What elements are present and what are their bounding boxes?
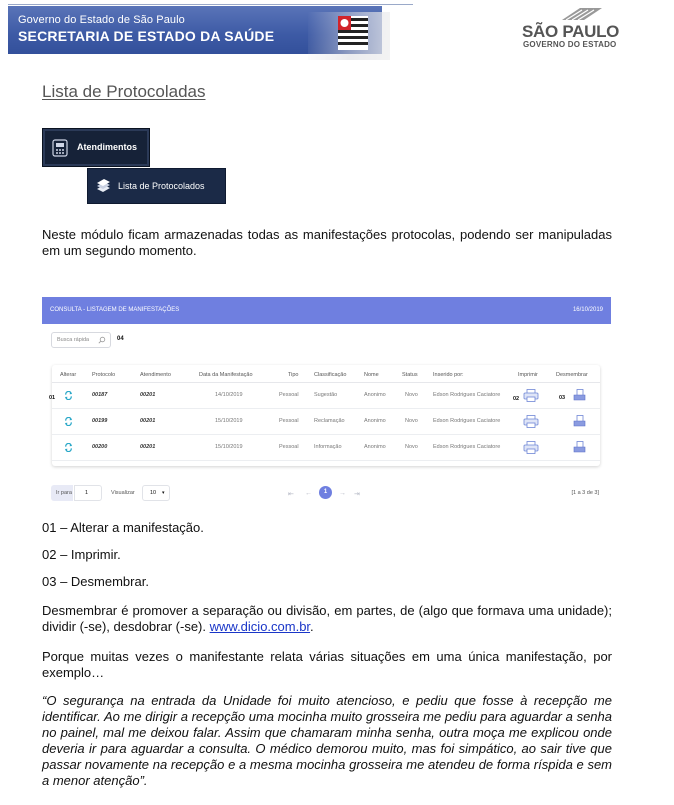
protocolo-cell: 00199	[92, 418, 108, 424]
printer-icon[interactable]	[523, 415, 539, 428]
sync-icon[interactable]	[64, 443, 73, 452]
nome-cell: Anonimo	[364, 392, 386, 398]
atendimento-cell: 00201	[140, 418, 156, 424]
table-header	[52, 365, 600, 383]
split-icon[interactable]	[573, 415, 586, 427]
inserido-cell: Edson Rodrigues Caciatore	[433, 444, 501, 450]
ir-para-label: Ir para	[56, 490, 72, 496]
phone-icon	[51, 139, 69, 157]
nome-cell: Anonimo	[364, 444, 386, 450]
tipo-cell: Pessoal	[279, 418, 299, 424]
col-status: Status	[402, 372, 418, 378]
sync-icon[interactable]	[64, 391, 73, 400]
lista-protocolados-button[interactable]	[87, 168, 226, 204]
sao-paulo-flag-icon	[338, 16, 368, 50]
manifestacoes-table	[52, 365, 600, 466]
listagem-screenshot	[42, 297, 611, 507]
inserido-cell: Edson Rodrigues Caciatore	[433, 392, 501, 398]
classificacao-cell: Sugestão	[314, 392, 338, 398]
protocolo-cell: 00187	[92, 392, 108, 398]
classificacao-cell: Reclamação	[314, 418, 345, 424]
ref-label-01: 01	[49, 395, 56, 401]
search-icon	[98, 336, 106, 344]
first-page-icon[interactable]: ⇤	[288, 491, 294, 498]
atendimentos-button[interactable]	[42, 128, 150, 167]
search-input[interactable]	[51, 332, 111, 348]
tipo-cell: Pessoal	[279, 392, 299, 398]
next-page-icon[interactable]: →	[339, 490, 346, 497]
table-row	[52, 409, 600, 435]
logo-text: SÃO PAULO	[522, 22, 620, 41]
ir-para-label-box	[51, 485, 73, 501]
search-placeholder: Busca rápida	[57, 337, 90, 343]
page-title: Lista de Protocoladas	[42, 82, 206, 101]
ref-label-02: 02	[513, 396, 520, 402]
current-page-button[interactable]	[319, 486, 332, 499]
page-jump-value: 1	[85, 490, 89, 496]
desmembrar-text: Desmembrar é promover a separação ou divisão, em partes, de (algo que formava uma unidade); dividir (-se), desdobrar (-se).	[42, 603, 612, 634]
visualizar-label: Visualizar	[111, 490, 135, 496]
sao-paulo-logo	[522, 10, 632, 50]
atendimentos-label: Atendimentos	[77, 142, 138, 152]
status-cell: Novo	[405, 392, 418, 398]
current-page-label: 1	[323, 489, 328, 495]
col-inserido: Inserido por:	[433, 372, 464, 378]
col-protocolo: Protocolo	[92, 372, 116, 378]
atendimento-cell: 00201	[140, 444, 156, 450]
status-cell: Novo	[405, 444, 418, 450]
atendimento-cell: 00201	[140, 392, 156, 398]
listagem-date: 16/10/2019	[572, 307, 603, 313]
logo-subtext: GOVERNO DO ESTADO	[523, 40, 617, 49]
nome-cell: Anonimo	[364, 418, 386, 424]
col-desmembrar: Desmembrar	[556, 372, 588, 378]
flag-stripes-icon	[562, 8, 602, 22]
listagem-header	[42, 297, 611, 324]
status-cell: Novo	[405, 418, 418, 424]
listagem-title: CONSULTA - LISTAGEM DE MANIFESTAÇÕES	[50, 307, 180, 313]
page-jump-input[interactable]	[74, 485, 102, 501]
split-icon[interactable]	[573, 441, 586, 453]
col-tipo: Tipo	[288, 372, 299, 378]
split-icon[interactable]	[573, 389, 586, 401]
desmembrar-paragraph: Desmembrar é promover a separação ou divisão, em partes, de (algo que formava uma unidade); dividir (-se), desdobrar (-se). www.dicio.com.br.	[42, 603, 612, 634]
sync-icon[interactable]	[64, 417, 73, 426]
tipo-cell: Pessoal	[279, 444, 299, 450]
ref-label-04: 04	[117, 336, 124, 342]
data-cell: 14/10/2019	[215, 392, 243, 398]
table-row	[52, 435, 600, 461]
dicio-link[interactable]: www.dicio.com.br	[209, 619, 311, 634]
list-item: 02 – Imprimir.	[42, 547, 121, 562]
ref-label-03: 03	[559, 395, 566, 401]
chevron-down-icon: ▾	[162, 490, 165, 496]
per-page-select[interactable]	[142, 485, 170, 501]
per-page-value: 10	[150, 490, 157, 496]
col-alterar: Alterar	[60, 372, 77, 378]
printer-icon[interactable]	[523, 441, 539, 454]
documents-stack-icon	[94, 177, 112, 195]
header-rule	[8, 4, 413, 5]
intro-paragraph: Neste módulo ficam armazenadas todas as manifestações protocolas, podendo ser manipuladas em um segundo momento.	[42, 227, 612, 258]
pagination-info: [1 a 3 de 3]	[571, 490, 599, 496]
col-imprimir: Imprimir	[518, 372, 538, 378]
quote-paragraph: “O segurança na entrada da Unidade foi muito atencioso, e pediu que fosse à recepção me identificar. Ao me dirigir a recepção uma mocinha muito grosseira me pediu para aguardar a senha no painel, mal me deixou falar. Assim que chamaram minha senha, outra moça me explicou onde deveria ir para aguardar a consulta. O médico demorou muito, mas foi simpático, ao sair tive que passar novamente na recepção e a mesma mocinha grosseira me atendeu de forma ríspida e sem a menor atenção”.	[42, 693, 612, 788]
secretaria-banner	[8, 6, 382, 54]
prev-page-icon[interactable]: ←	[305, 490, 312, 497]
last-page-icon[interactable]: ⇥	[354, 491, 360, 498]
protocolo-cell: 00200	[92, 444, 108, 450]
list-item: 03 – Desmembrar.	[42, 574, 149, 589]
col-atendimento: Atendimento	[140, 372, 171, 378]
data-cell: 15/10/2019	[215, 444, 243, 450]
inserido-cell: Edson Rodrigues Caciatore	[433, 418, 501, 424]
col-data: Data da Manifestação	[199, 372, 253, 378]
classificacao-cell: Informação	[314, 444, 342, 450]
lista-protocolados-label: Lista de Protocolados	[118, 181, 205, 191]
printer-icon[interactable]	[523, 389, 539, 402]
banner-line1: Governo do Estado de São Paulo	[18, 14, 185, 26]
col-nome: Nome	[364, 372, 379, 378]
banner-line2: SECRETARIA DE ESTADO DA SAÚDE	[18, 28, 275, 44]
col-classificacao: Classificação	[314, 372, 347, 378]
porque-paragraph: Porque muitas vezes o manifestante relata várias situações em uma única manifestação, por exemplo…	[42, 649, 612, 680]
list-item: 01 – Alterar a manifestação.	[42, 520, 204, 535]
data-cell: 15/10/2019	[215, 418, 243, 424]
